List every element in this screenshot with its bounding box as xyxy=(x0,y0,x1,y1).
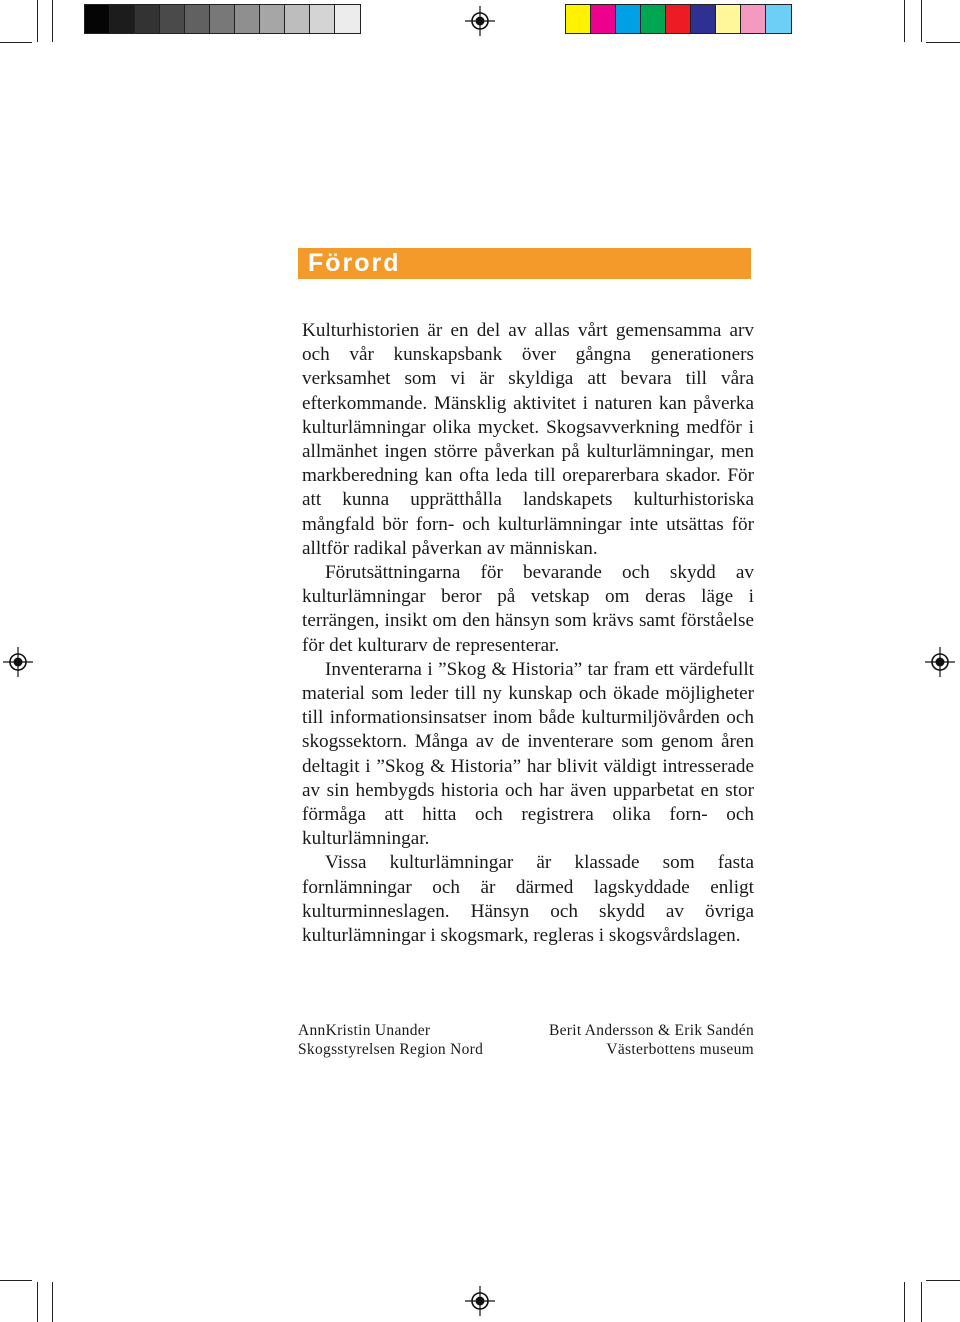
paragraph: Vissa kulturlämningar är klassade som fasta fornlämningar och är därmed lagskyddade enligt kulturminneslagen. Hänsyn och skydd av övriga kulturlämningar i skogsmark, regleras i skogsvårdslagen. xyxy=(302,852,754,947)
paragraph: Kulturhistorien är en del av allas vårt gemensamma arv och vår kunskapsbank över gångna generationers verksamhet som vi är skyldiga att bevara till våra efterkommande. Mänsklig aktivitet i naturen kan påverka kulturlämningar olika mycket. Skogsavverkning medför i allmänhet ingen större påverkan på kulturlämningar, men markberedning kan ofta leda till oreparerbara skador. För att kunna upprätthålla landskapets kulturhistoriska mångfald bör forn- och kulturlämningar inte utsättas för alltför radikal påverkan av människan. xyxy=(302,320,754,559)
crop-mark xyxy=(904,1282,905,1322)
page-title: Förord xyxy=(308,249,401,277)
color-swatch xyxy=(666,5,691,33)
crop-mark xyxy=(37,0,38,42)
color-swatch xyxy=(110,5,135,33)
color-swatch xyxy=(566,5,591,33)
body-text xyxy=(302,319,754,948)
signature-org: Västerbottens museum xyxy=(606,1041,754,1058)
crop-mark xyxy=(52,0,53,42)
color-swatch xyxy=(716,5,741,33)
paragraph: Förutsättningarna för bevarande och skydd av kulturlämningar beror på vetskap om deras läge i terrängen, insikt om den hänsyn som krävs samt förståelse för det kulturarv de representerar. xyxy=(302,562,754,656)
gray-calibration-bar xyxy=(84,4,361,34)
crop-mark xyxy=(921,0,922,42)
color-swatch xyxy=(285,5,310,33)
crop-mark xyxy=(926,42,960,43)
crop-mark xyxy=(926,1280,960,1281)
heading-band xyxy=(298,248,751,279)
crop-mark xyxy=(0,42,32,43)
registration-mark-icon xyxy=(3,647,33,677)
signature-name: Berit Andersson & Erik Sandén xyxy=(548,1022,754,1039)
crop-mark xyxy=(52,1282,53,1322)
color-swatch xyxy=(260,5,285,33)
color-calibration-bar xyxy=(565,4,792,34)
crop-mark xyxy=(0,1280,32,1281)
color-swatch xyxy=(85,5,110,33)
color-swatch xyxy=(210,5,235,33)
color-swatch xyxy=(335,5,360,33)
color-swatch xyxy=(185,5,210,33)
color-swatch xyxy=(591,5,616,33)
color-swatch xyxy=(766,5,791,33)
registration-mark-icon xyxy=(925,647,955,677)
crop-mark xyxy=(37,1282,38,1322)
registration-mark-icon xyxy=(465,1286,495,1316)
paragraph: Inventerarna i ”Skog & Historia” tar fram ett värdefullt material som leder till ny kunskap och ökade möjligheter till informationsinsatser inom både kulturmiljövården och skogssektorn. Många av de inventerare som genom åren deltagit i ”Skog & Historia” har blivit väldigt intresserade av sin hembygds historia och har även upparbetat en stor förmåga att hitta och registrera olika forn- och kulturlämningar. xyxy=(302,658,754,850)
color-swatch xyxy=(135,5,160,33)
color-swatch xyxy=(310,5,335,33)
color-swatch xyxy=(691,5,716,33)
color-swatch xyxy=(235,5,260,33)
registration-mark-icon xyxy=(465,6,495,36)
signature-org: Skogsstyrelsen Region Nord xyxy=(298,1041,484,1058)
signature-left xyxy=(298,1021,483,1059)
color-swatch xyxy=(641,5,666,33)
signature-right xyxy=(549,1021,754,1059)
color-swatch xyxy=(160,5,185,33)
color-swatch xyxy=(616,5,641,33)
crop-mark xyxy=(921,1282,922,1322)
color-swatch xyxy=(741,5,766,33)
signature-name: AnnKristin Unander xyxy=(298,1022,431,1039)
crop-mark xyxy=(904,0,905,42)
